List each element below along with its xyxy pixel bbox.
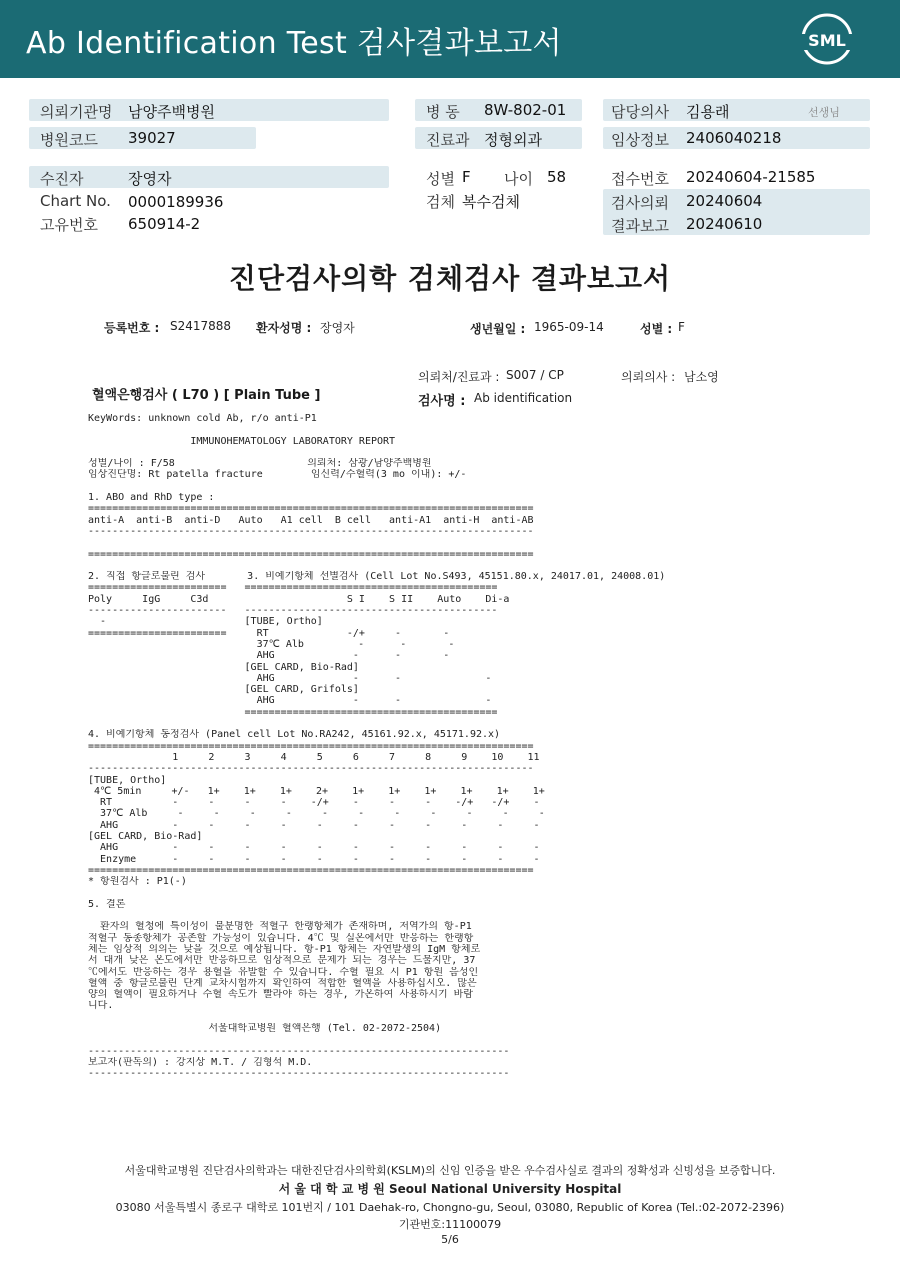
ward-value: 8W-802-01 [484,101,567,119]
sex-label: 성별 [426,170,455,188]
report-line: -------------------------------------------------------------------------- [88,525,534,537]
report-line: AHG - - - [88,695,492,707]
report-line: 보고자(판독의) : 강지상 M.T. / 김형석 M.D. [88,1056,313,1068]
report-line: 서 대개 낮은 온도에서만 반응하므로 임상적으로 문제가 되는 경우는 드물지만, 37 [88,955,476,967]
report-line: ----------------------- ------------------------------------------ [88,605,498,617]
sex2-label: 성별 : [640,322,673,336]
report-line [88,718,708,729]
dob-value: 1965-09-14 [534,320,604,334]
report-line: [GEL CARD, Grifols] [88,684,359,696]
report-line [88,910,708,921]
refdoc-label: 의뢰의사 : [621,370,676,384]
report-line: AHG - - - [88,672,492,684]
report-date-label: 결과보고 [611,217,669,235]
dept-label: 진료과 [426,131,470,149]
page-number: 5/6 [441,1233,459,1246]
sml-logo-icon [800,12,854,66]
req-inst-value: 남양주백병원 [128,103,215,121]
report-line [88,1012,708,1023]
report-line: 4. 비예기항체 동정검사 (Panel cell Lot No.RA242, 45161.92.x, 45171.92.x) [88,729,501,741]
report-line: 5. 결론 [88,898,126,910]
report-line: 37℃ Alb - - - [88,638,455,650]
req-date-label: 검사의뢰 [611,194,669,212]
report-line: 양의 혈액이 필요하거나 수혈 속도가 빨라야 하는 경우, 가온하여 사용하시기 바람 [88,989,474,1001]
uid-value: 650914-2 [128,215,201,233]
report-line: 환자의 혈청에 특이성이 불분명한 적혈구 한랭항체가 존재하며, 저역가의 항-P1 [88,921,472,933]
doctor-value: 김용래 [686,103,730,121]
recv-value: 20240604-21585 [686,168,816,186]
age-value: 58 [547,168,567,186]
recv-label: 접수번호 [611,170,669,188]
test-group: 혈액은행검사 ( L70 ) [ Plain Tube ] [92,388,321,403]
report-line: -------------------------------------------------------------------------- [88,763,534,775]
req-date-value: 20240604 [686,192,763,210]
report-line: [GEL CARD, Bio-Rad] [88,830,203,842]
report-line: * 항원검사 : P1(-) [88,876,187,888]
hosp-code-value: 39027 [128,129,176,147]
footer-inst-number: 기관번호:11100079 [398,1218,502,1231]
ref-value: S007 / CP [506,368,564,382]
patient-label: 수진자 [40,170,84,188]
footer-certification: 서울대학교병원 진단검사의학과는 대한진단검사의학회(KSLM)의 신임 인증을 받은 우수검사실로 결과의 정확성과 신빙성을 보증합니다. [124,1164,776,1177]
uid-label: 고유번호 [40,216,98,234]
report-line: ---------------------------------------------------------------------- [88,1068,510,1080]
report-line: ======================= ========================================== [88,582,498,594]
chart-label: Chart No. [40,192,111,210]
report-line: 2. 직접 항글로불린 검사 3. 비예기항체 선별검사 (Cell Lot No.S493, 45151.80.x, 24017.01, 24008.01) [88,571,666,583]
test-name-label: 검사명 : [418,394,466,409]
clinical-value: 2406040218 [686,129,782,147]
chart-value: 0000189936 [128,193,224,211]
report-date-value: 20240610 [686,215,763,233]
doctor-label: 담당의사 [611,103,669,121]
ref-label: 의뢰처/진료과 : [418,370,500,384]
report-line: Poly IgG C3d S I S II Auto Di-a [88,593,510,605]
document-title: 진단검사의학 검체검사 결과보고서 [228,262,672,295]
ward-label: 병 동 [426,103,460,121]
sex2-value: F [678,320,685,334]
footer-address: 03080 서울특별시 종로구 대학로 101번지 / 101 Daehak-ro, Chongno-gu, Seoul, 03080, Republic of Korea (Tel.:02-2072-2396) [115,1201,785,1214]
reg-value: S2417888 [170,319,232,333]
report-line: 체는 임상적 의의는 낮을 것으로 예상됩니다. 항-P1 항체는 자연발생의 IgM 항체로 [88,943,481,955]
reg-label: 등록번호 : [104,321,160,335]
report-line: ========================================================================== [88,740,534,752]
req-inst-label: 의뢰기관명 [40,103,113,121]
report-line: 37℃ Alb - - - - - - - - - - - [88,808,545,820]
pname-label: 환자성명 : [256,321,312,335]
report-line: 성별/나이 : F/58 의뢰처: 삼광/남양주백병원 [88,458,432,470]
report-line: AHG - - - - - - - - - - - [88,842,540,854]
report-line [88,447,708,458]
clinical-label: 임상정보 [611,131,669,149]
report-line: ========================================================================== [88,548,534,560]
report-line [88,537,708,548]
report-line: 서울대학교병원 혈액은행 (Tel. 02-2072-2504) [88,1023,442,1035]
report-line [88,887,708,898]
report-line: ========================================== [88,706,498,718]
logo-text: SML [808,31,846,50]
hosp-code-label: 병원코드 [40,131,98,149]
report-line: Enzyme - - - - - - - - - - - [88,853,540,865]
report-line: ======================= RT -/+ - - [88,627,450,639]
report-line: AHG - - - - - - - - - - - [88,819,540,831]
report-line: IMMUNOHEMATOLOGY LABORATORY REPORT [88,435,396,447]
report-line: 1 2 3 4 5 6 7 8 9 10 11 [88,751,540,763]
report-body [88,413,708,1080]
doctor-suffix: 선생님 [808,106,840,119]
report-title: Ab Identification Test 검사결과보고서 [26,26,562,61]
report-line: anti-A anti-B anti-D Auto A1 cell B cell anti-A1 anti-H anti-AB [88,514,534,526]
dept-value: 정형외과 [484,131,542,149]
specimen-label: 검체 [426,193,455,211]
report-line [88,1034,708,1045]
pname-value: 장영자 [320,321,355,335]
report-line: 니다. [88,1000,114,1012]
footer-hospital-name: 서 울 대 학 교 병 원 Seoul National University Hospital [278,1182,622,1196]
report-line: ℃에서도 반응하는 경우 용혈을 유발할 수 있습니다. 수혈 필요 시 P1 항원 음성인 [88,966,479,978]
report-line [88,560,708,571]
specimen-value: 복수검체 [462,193,520,211]
report-line: 1. ABO and RhD type : [88,492,215,504]
report-line: 적혈구 동종항체가 공존할 가능성이 있습니다. 4℃ 및 실온에서만 반응하는 한랭항 [88,932,474,944]
header-bar [0,0,900,78]
report-line: [TUBE, Ortho] [88,774,167,786]
dob-label: 생년월일 : [470,322,526,336]
report-line: - [TUBE, Ortho] [88,616,323,628]
age-label: 나이 [504,170,533,188]
report-line: KeyWords: unknown cold Ab, r/o anti-P1 [88,413,317,424]
report-line: ========================================================================== [88,503,534,515]
sex-value: F [462,168,471,186]
report-line: ========================================================================== [88,864,534,876]
refdoc-value: 남소영 [684,370,719,384]
report-line [88,481,708,492]
report-line: 혈액 중 항글로불린 단계 교차시험까지 확인하여 적합한 혈액을 사용하십시오. 많은 [88,977,477,989]
report-line: 4℃ 5min +/- 1+ 1+ 1+ 2+ 1+ 1+ 1+ 1+ 1+ 1+ [88,785,545,797]
report-line: RT - - - - -/+ - - - -/+ -/+ - [88,797,540,809]
report-line [88,424,708,435]
report-line: ---------------------------------------------------------------------- [88,1045,510,1057]
test-name-value: Ab identification [474,391,573,405]
report-line: AHG - - - [88,650,450,662]
report-line: 임상진단명: Rt patella fracture 임신력/수혈력(3 mo 이내): +/- [88,469,467,481]
report-line: [GEL CARD, Bio-Rad] [88,661,359,673]
patient-value: 장영자 [128,170,172,188]
